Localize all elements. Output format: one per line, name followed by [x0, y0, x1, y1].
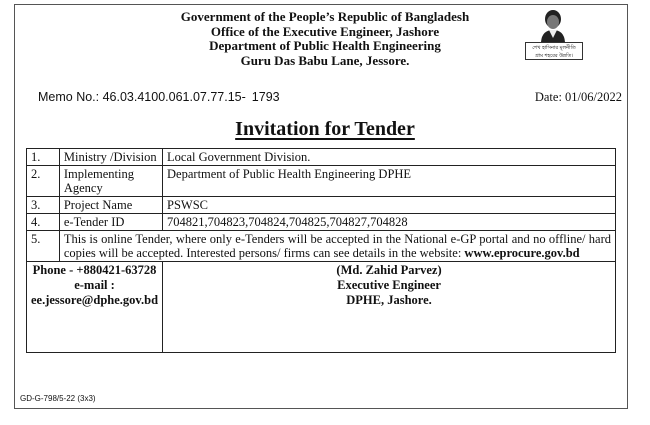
contact-email[interactable]: ee.jessore@dphe.gov.bd — [31, 293, 159, 307]
table-row — [27, 231, 616, 262]
tender-details-table — [26, 148, 616, 353]
slogan-line-1: শেখ হাসিনার মূলনীতি — [532, 45, 576, 51]
row-label: Ministry /Division — [59, 149, 162, 166]
header-address: Guru Das Babu Lane, Jessore. — [240, 52, 410, 68]
row-number: 5. — [27, 231, 60, 262]
table-row — [27, 166, 616, 197]
table-row — [27, 262, 616, 353]
portrait-icon — [538, 8, 568, 42]
memo-date: Date: 01/06/2022 — [534, 90, 622, 104]
row-number: 1. — [27, 149, 60, 166]
tender-note-text: This is online Tender, where only e-Tenders will be accepted in the National e-GP portal and no offline/ hard copies will be accepted. Interested persons/ firms can see details in the website: — [63, 232, 611, 260]
memo-number — [38, 90, 280, 104]
memo-serial: 1793 — [251, 90, 280, 104]
table-row — [27, 214, 616, 231]
table-row — [27, 197, 616, 214]
row-label: Implementing Agency — [59, 166, 162, 197]
page-title — [0, 118, 650, 141]
header-office: Office of the Executive Engineer, Jashore — [210, 23, 440, 39]
row-number: 3. — [27, 197, 60, 214]
header-government: Government of the People’s Republic of Bangladesh — [180, 9, 470, 24]
signatory-block — [163, 262, 616, 353]
row-label: e-Tender ID — [59, 214, 162, 231]
print-code: GD-G-798/5-22 (3x3) — [20, 394, 96, 403]
signatory-name: (Md. Zahid Parvez) — [336, 263, 442, 277]
row-value: 704821,704823,704824,704825,704827,704828 — [163, 214, 616, 231]
contact-phone: Phone - +880421-63728 — [32, 263, 157, 277]
signatory-office: DPHE, Jashore. — [346, 293, 432, 307]
signatory-designation: Executive Engineer — [337, 278, 441, 292]
row-value: Local Government Division. — [163, 149, 616, 166]
slogan-box — [525, 42, 583, 60]
tender-note — [59, 231, 615, 262]
header-department: Department of Public Health Engineering — [209, 38, 441, 53]
table-row — [27, 149, 616, 166]
row-label: Project Name — [59, 197, 162, 214]
memo-prefix: Memo No.: 46.03.4100.061.07.77.15- — [38, 90, 246, 104]
row-value: PSWSC — [163, 197, 616, 214]
contact-block — [27, 262, 163, 353]
website-link[interactable]: www.eprocure.gov.bd — [464, 246, 580, 260]
title-text: Invitation for Tender — [235, 118, 415, 140]
row-number: 4. — [27, 214, 60, 231]
slogan-line-2: গ্রাম শহরের উন্নতি। — [535, 53, 573, 59]
row-value: Department of Public Health Engineering DPHE — [163, 166, 616, 197]
row-number: 2. — [27, 166, 60, 197]
contact-email-label: e-mail : — [74, 278, 115, 292]
